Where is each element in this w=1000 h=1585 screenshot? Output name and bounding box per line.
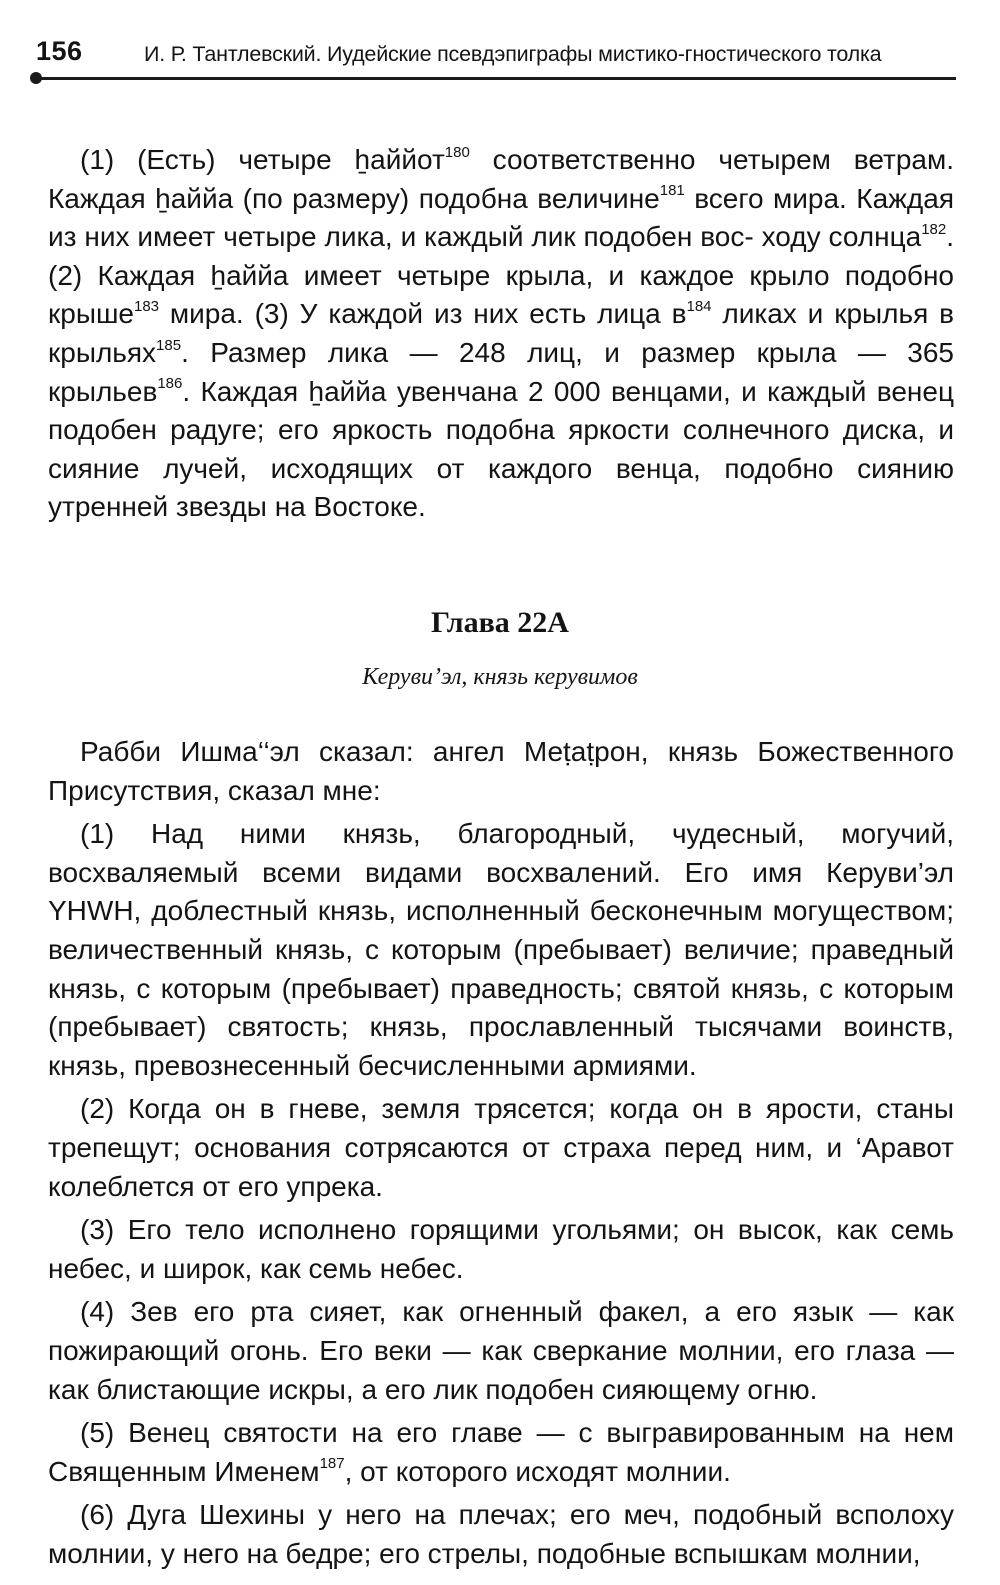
footnote-marker: 185: [156, 336, 182, 354]
paragraph-hayyot: (1) (Есть) четыре ẖаййот$^{180}$ соответственно четырем ветрам. Каждая ẖаййа (по размеру) подобна величине$^{181}$ всего мира. Каждая из них имеет четыре лика, и каждый лик подобен вос- ходу солнца$^{182}$. (2) Каждая ẖаййа имеет четыре крыла, и каждое крыло подобно крыше$^{183}$ мира. (3) У каждой из них есть лица $в^{184}$ ликах и крылья в крыльях$^{185}$. Размер лика — 248 лиц, и размер крыла — 365 крыльев$^{186}$. Каждая ẖаййа увенчана 2 000 венцами, и каждый венец подобен радуге; его яркость подобна яркости солнечного диска, и сияние лучей, исходящих от каждого венца, подобно сиянию утренней звезды на Востоке.: [48, 143, 954, 523]
paragraph-intro: Рабби Ишма‘‘эл сказал: ангел Меṭаṭрон, князь Божественного Присутствия, сказал мне:: [48, 736, 954, 806]
chapter-title: Глава 22А: [431, 606, 569, 639]
paragraph-3: (3) Его тело исполнено горящими угольями; он высок, как семь небес, и широк, как семь небес.: [48, 1214, 954, 1284]
footnote-marker: 183: [133, 298, 160, 316]
text-block-chapter: [48, 733, 954, 1573]
page-number: 156: [36, 36, 83, 66]
paragraph-4: (4) Зев его рта сияет, как огненный факел, а его язык — как пожирающий огонь. Его веки — как сверкание молнии, его глаза — как блистающие искры, а его лик подобен сияющему огню.: [48, 1296, 954, 1405]
chapter-subtitle: Керуви’эл, князь керувимов: [362, 664, 638, 690]
paragraph-6: (6) Дуга Шехины у него на плечах; его меч, подобный всполоху молнии, у него на бедре; его стрелы, подобные вспышкам молнии,: [48, 1499, 954, 1569]
text-block-top: [48, 141, 954, 527]
footnote-marker: 186: [157, 375, 183, 393]
running-header: [34, 30, 956, 80]
paragraph-1: (1) Над ними князь, благородный, чудесный, могучий, восхваляемый всеми видами восхвалений. Его имя Керуви’эл YHWH, доблестный князь, исполненный бесконечным могуществом; величественный князь, с которым (пребывает) величие; праведный князь, с которым (пребывает) праведность; святой князь, с которым (пребывает) святость; князь, прославленный тысячами воинств, князь, превознесенный бесчисленными армиями.: [48, 818, 954, 1081]
footnote-marker: 187: [319, 1455, 345, 1473]
footnote-marker: 180: [444, 143, 470, 161]
paragraph-5: (5) Венец святости на его главе — с выгравированным на нем Священным Именем$^{187}$, от которого исходят молнии.: [48, 1417, 954, 1487]
footnote-marker: 181: [659, 182, 685, 200]
paragraph-2: (2) Когда он в гневе, земля трясется; когда он в ярости, станы трепещут; основания сотрясаются от страха перед ним, и ‘Аравот колеблется от его упрека.: [48, 1093, 954, 1202]
footnote-marker: 182: [921, 220, 947, 238]
header-rule: [38, 77, 956, 80]
running-title: И. Р. Тантлевский. Иудейские псевдэпиграфы мистико-гностического толка: [144, 42, 882, 66]
footnote-marker: 184: [686, 298, 712, 316]
